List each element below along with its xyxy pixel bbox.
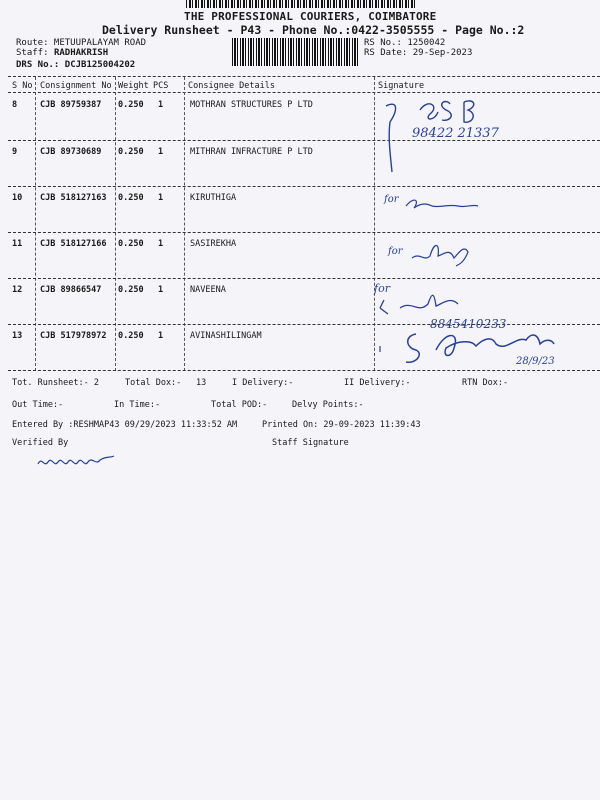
out-time: Out Time:- [12, 400, 64, 410]
signature-row-11 [384, 234, 504, 278]
row-sno: 11 [12, 239, 23, 249]
divider [8, 186, 600, 187]
row-consignee: MITHRAN INFRACTURE P LTD [190, 147, 313, 157]
row-consignee: SASIREKHA [190, 239, 237, 249]
row-consignment: CJB 89730689 [40, 147, 102, 157]
col-divider [35, 77, 36, 371]
drs-line [16, 60, 135, 70]
col-divider [184, 77, 185, 371]
signature-row-13 [376, 324, 586, 378]
row-consignment: CJB 89866547 [40, 285, 102, 295]
total-dox-label: Total Dox:- [125, 378, 182, 388]
rs-no: RS No.: 1250042 [364, 38, 446, 48]
row10-for: for [384, 194, 399, 205]
row-weight: 0.250 [118, 331, 144, 341]
divider [8, 232, 600, 233]
row-weight: 0.250 [118, 100, 144, 110]
i-delivery: I Delivery:- [232, 378, 294, 388]
row13-date: 28/9/23 [516, 356, 555, 367]
staff-signature: Staff Signature [272, 438, 349, 448]
route-text: Route: METUUPALAYAM ROAD [16, 38, 147, 48]
row-consignee: KIRUTHIGA [190, 193, 237, 203]
entered-by: Entered By :RESHMAP43 09/29/2023 11:33:52 AM [12, 420, 238, 430]
company-title: THE PROFESSIONAL COURIERS, COIMBATORE [184, 10, 437, 23]
staff-label: Staff: [16, 48, 49, 58]
col-weight: Weight [118, 81, 149, 91]
row-pcs: 1 [158, 100, 164, 110]
barcode [232, 38, 360, 66]
row-weight: 0.250 [118, 193, 144, 203]
row-sno: 9 [12, 147, 18, 157]
row-consignment: CJB 518127166 [40, 239, 107, 249]
row-weight: 0.250 [118, 285, 144, 295]
row-pcs: 1 [158, 193, 164, 203]
row-weight: 0.250 [118, 147, 144, 157]
rtn-dox: RTN Dox:- [462, 378, 509, 388]
divider [8, 76, 600, 77]
signature-row-10 [378, 186, 498, 230]
row-pcs: 1 [158, 331, 164, 341]
col-sno: S No [12, 81, 33, 91]
total-pod: Total POD:- [211, 400, 268, 410]
row-pcs: 1 [158, 147, 164, 157]
staff-value: RADHAKRISH [53, 48, 109, 58]
row12-for: for [374, 282, 390, 295]
col-consignment: Consignment No [40, 81, 112, 91]
signature-row-10-drawing [378, 186, 498, 226]
row12-phone: 8845410233 [430, 317, 507, 331]
row-consignment: CJB 518127163 [40, 193, 107, 203]
col-pcs: PCS [153, 81, 169, 91]
drs-value: DCJB125004202 [64, 60, 136, 70]
top-barcode-strip [186, 0, 416, 8]
row-consignee: MOTHRAN STRUCTURES P LTD [190, 100, 313, 110]
signature-row-11-drawing [384, 234, 504, 274]
row-sno: 12 [12, 285, 23, 295]
runsheet-subtitle: Delivery Runsheet - P43 - Phone No.:0422-3505555 - Page No.:2 [102, 23, 525, 37]
row-pcs: 1 [158, 285, 164, 295]
signature-row-8-drawing [368, 92, 548, 182]
delvy-points: Delvy Points:- [292, 400, 364, 410]
col-signature: Signature [378, 81, 425, 91]
tot-runsheet: Tot. Runsheet:- 2 [12, 378, 99, 388]
verified-signature-drawing [34, 448, 124, 472]
row11-for: for [388, 246, 403, 257]
verified-signature [34, 448, 124, 476]
col-consignee: Consignee Details [188, 81, 275, 91]
row-weight: 0.250 [118, 239, 144, 249]
verified-by: Verified By [12, 438, 69, 448]
ii-delivery: II Delivery:- [344, 378, 411, 388]
row-sno: 13 [12, 331, 23, 341]
total-dox-value: 13 [196, 378, 207, 388]
row-consignment: CJB 89759387 [40, 100, 102, 110]
row-consignment: CJB 517978972 [40, 331, 107, 341]
in-time: In Time:- [114, 400, 161, 410]
staff-line [16, 48, 108, 58]
rs-date: RS Date: 29-Sep-2023 [364, 48, 473, 58]
row-consignee: AVINASHILINGAM [190, 331, 262, 341]
signature-row-8 [368, 92, 548, 186]
col-divider [115, 77, 116, 371]
row-sno: 8 [12, 100, 18, 110]
printed-on: Printed On: 29-09-2023 11:39:43 [262, 420, 421, 430]
row-consignee: NAVEENA [190, 285, 226, 295]
row-sno: 10 [12, 193, 23, 203]
signature-row-13-drawing [376, 324, 586, 374]
drs-label: DRS No.: [16, 60, 60, 70]
row-pcs: 1 [158, 239, 164, 249]
row8-phone: 98422 21337 [412, 126, 499, 141]
